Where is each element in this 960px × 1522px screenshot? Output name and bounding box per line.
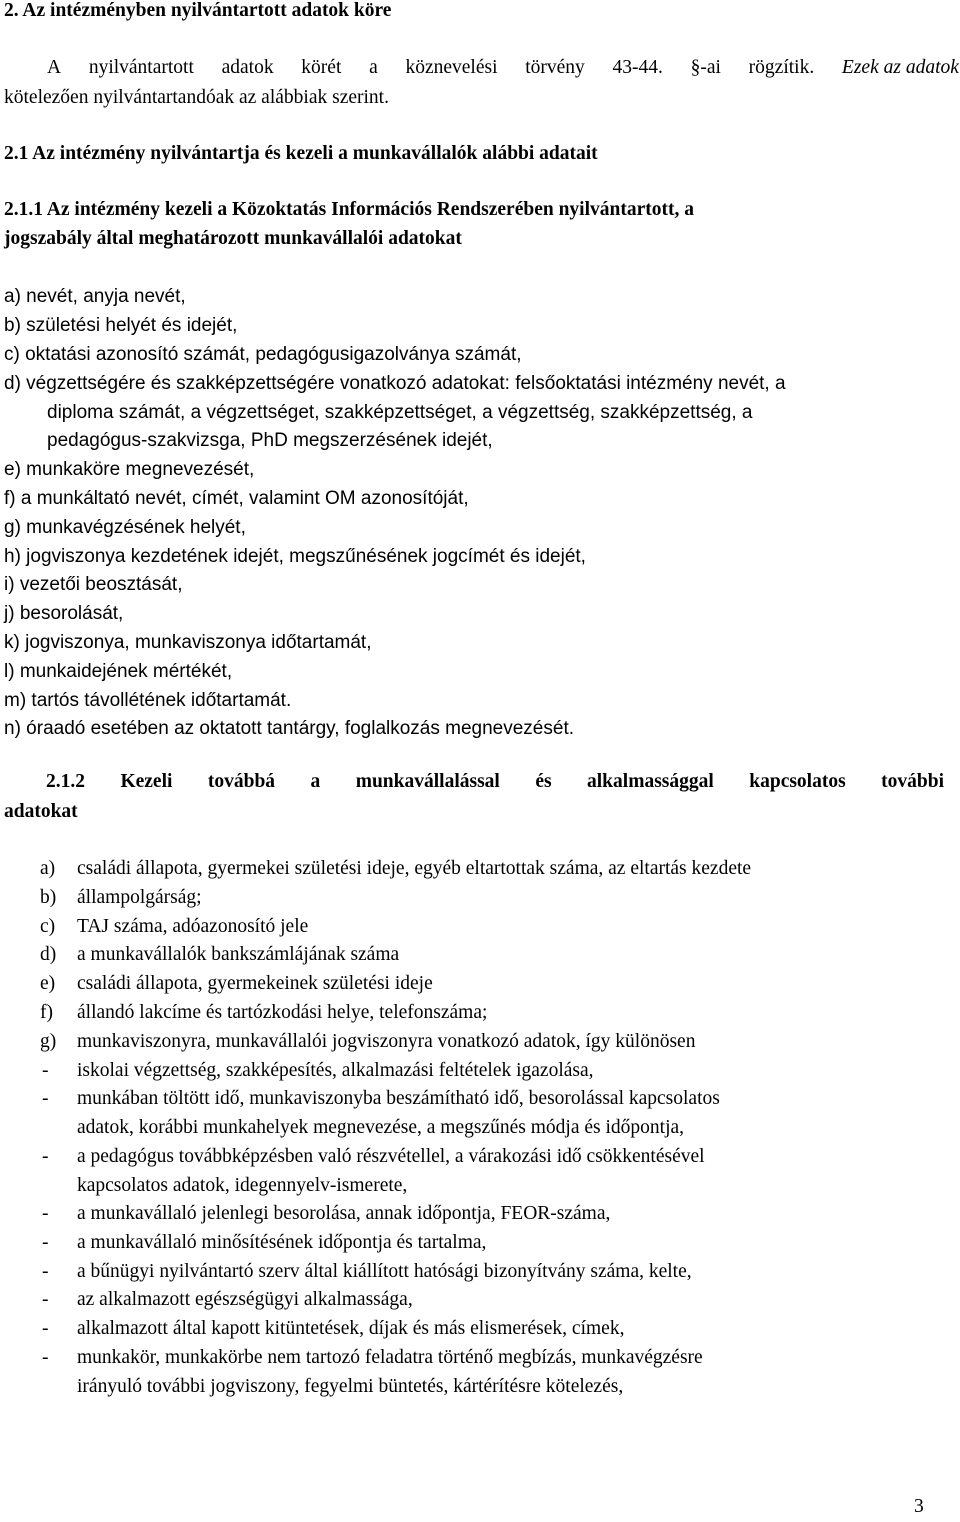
dash-bullet: - xyxy=(42,1088,49,1109)
heading-word: és xyxy=(535,771,552,792)
intro-word: törvény xyxy=(525,57,585,78)
list-b-text: családi állapota, gyermekeinek születési ideje xyxy=(77,973,433,994)
intro-italic-text: Ezek az adatok xyxy=(841,57,959,78)
list-b-text: TAJ száma, adóazonosító jele xyxy=(77,916,309,937)
dash-item-text-cont: irányuló további jogviszony, fegyelmi büntetés, kártérítésre kötelezés, xyxy=(77,1376,624,1397)
list-a-item: g) munkavégzésének helyét, xyxy=(4,517,246,538)
list-b-text: állandó lakcíme és tartózkodási helye, telefonszáma; xyxy=(77,1002,488,1023)
list-b-label: b) xyxy=(40,887,57,908)
dash-item-text: a munkavállaló minősítésének időpontja és tartalma, xyxy=(77,1232,487,1253)
dash-bullet: - xyxy=(42,1261,49,1282)
intro-word: A xyxy=(47,57,62,78)
list-a-item: i) vezetői beosztását, xyxy=(4,574,183,595)
section-heading-2-1: 2.1 Az intézmény nyilvántartja és kezeli a munkavállalók alábbi adatait xyxy=(4,143,598,164)
intro-word: köznevelési xyxy=(405,57,498,78)
intro-word: 43-44. xyxy=(612,57,663,78)
dash-item-text-cont: adatok, korábbi munkahelyek megnevezése, a megszűnés módja és időpontja, xyxy=(77,1117,685,1138)
section-heading-2-1-1-line2: jogszabály által meghatározott munkavállalói adatokat xyxy=(4,228,462,249)
dash-item-text: a munkavállaló jelenlegi besorolása, annak időpontja, FEOR-száma, xyxy=(77,1203,611,1224)
intro-line-1 xyxy=(47,57,959,79)
dash-item-text: az alkalmazott egészségügyi alkalmassága, xyxy=(77,1289,413,1310)
intro-word: körét xyxy=(301,57,342,78)
intro-word: rögzítik. xyxy=(748,57,815,78)
list-b-label: g) xyxy=(40,1031,57,1052)
list-b-label: f) xyxy=(40,1002,53,1023)
section-heading-2-1-2-line1 xyxy=(4,771,944,793)
list-b-text: családi állapota, gyermekei születési ideje, egyéb eltartottak száma, az eltartás kezdete xyxy=(77,858,752,879)
dash-item-text: munkakör, munkakörbe nem tartozó feladatra történő megbízás, munkavégzésre xyxy=(77,1347,703,1368)
list-b-label: e) xyxy=(40,973,56,994)
dash-item-text-cont: kapcsolatos adatok, idegennyelv-ismerete, xyxy=(77,1175,408,1196)
list-a-item-cont: diploma számát, a végzettséget, szakképzettséget, a végzettség, szakképzettség, a xyxy=(47,402,753,423)
dash-bullet: - xyxy=(42,1318,49,1339)
dash-bullet: - xyxy=(42,1232,49,1253)
page-number: 3 xyxy=(914,1496,924,1517)
list-b-text: munkaviszonyra, munkavállalói jogviszonyra vonatkozó adatok, így különösen xyxy=(77,1031,696,1052)
section-heading-2-1-2-line2: adatokat xyxy=(4,801,78,822)
list-a-item: a) nevét, anyja nevét, xyxy=(4,286,186,307)
heading-word: Kezeli xyxy=(120,771,173,792)
list-a-item: k) jogviszonya, munkaviszonya időtartamát, xyxy=(4,632,372,653)
intro-word: nyilvántartott xyxy=(88,57,194,78)
list-a-item: b) születési helyét és idejét, xyxy=(4,315,238,336)
dash-bullet: - xyxy=(42,1203,49,1224)
list-a-item: l) munkaidejének mértékét, xyxy=(4,661,233,682)
heading-word: kapcsolatos xyxy=(749,771,846,792)
dash-item-text: munkában töltött idő, munkaviszonyba beszámítható idő, besorolással kapcsolatos xyxy=(77,1088,720,1109)
dash-bullet: - xyxy=(42,1060,49,1081)
intro-word: adatok xyxy=(221,57,274,78)
heading-word: további xyxy=(881,771,944,792)
list-a-item: d) végzettségére és szakképzettségére vonatkozó adatokat: felsőoktatási intézmény nevét, a xyxy=(4,373,786,394)
section-heading-2-1-1-line1: 2.1.1 Az intézmény kezeli a Közoktatás Információs Rendszerében nyilvántartott, a xyxy=(4,199,694,220)
dash-item-text: a pedagógus továbbképzésben való részvétellel, a várakozási idő csökkentésével xyxy=(77,1146,705,1167)
list-a-item: e) munkaköre megnevezését, xyxy=(4,459,255,480)
list-a-item: c) oktatási azonosító számát, pedagógusigazolványa számát, xyxy=(4,344,522,365)
heading-word: továbbá xyxy=(207,771,276,792)
list-b-text: a munkavállalók bankszámlájának száma xyxy=(77,944,400,965)
intro-word: §-ai xyxy=(690,57,721,78)
list-a-item-cont: pedagógus-szakvizsga, PhD megszerzésének idejét, xyxy=(47,430,493,451)
dash-item-text: a bűnügyi nyilvántartó szerv által kiállított hatósági bizonyítvány száma, kelte, xyxy=(77,1261,692,1282)
list-a-item: n) óraadó esetében az oktatott tantárgy, foglalkozás megnevezését. xyxy=(4,718,574,739)
dash-bullet: - xyxy=(42,1146,49,1167)
heading-word: alkalmassággal xyxy=(587,771,714,792)
list-b-text: állampolgárság; xyxy=(77,887,202,908)
list-b-label: c) xyxy=(40,916,56,937)
list-a-item: j) besorolását, xyxy=(4,603,124,624)
list-b-label: a) xyxy=(40,858,56,879)
list-a-item: f) a munkáltató nevét, címét, valamint OM azonosítóját, xyxy=(4,488,469,509)
list-a-item: h) jogviszonya kezdetének idejét, megszűnésének jogcímét és idejét, xyxy=(4,546,586,567)
section-heading-2: 2. Az intézményben nyilvántartott adatok köre xyxy=(4,0,392,21)
heading-word: munkavállalással xyxy=(355,771,500,792)
dash-item-text: iskolai végzettség, szakképesítés, alkalmazási feltételek igazolása, xyxy=(77,1060,594,1081)
dash-bullet: - xyxy=(42,1347,49,1368)
dash-item-text: alkalmazott által kapott kitüntetések, díjak és más elismerések, címek, xyxy=(77,1318,625,1339)
dash-bullet: - xyxy=(42,1289,49,1310)
heading-word: 2.1.2 xyxy=(46,771,85,792)
intro-line-2: kötelezően nyilvántartandóak az alábbiak szerint. xyxy=(4,87,389,108)
intro-word: a xyxy=(369,57,378,78)
list-b-label: d) xyxy=(40,944,57,965)
heading-word: a xyxy=(310,771,321,792)
list-a-item: m) tartós távollétének időtartamát. xyxy=(4,690,292,711)
